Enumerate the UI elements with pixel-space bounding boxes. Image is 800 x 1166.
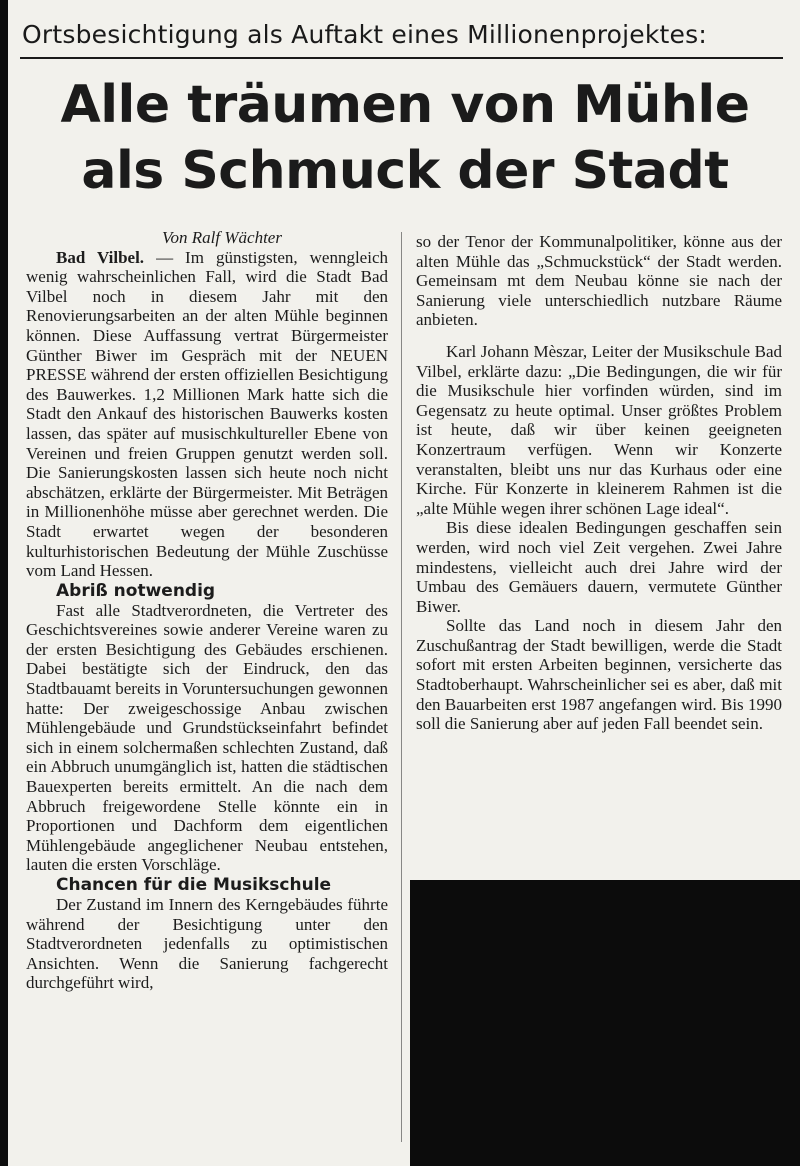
paragraph-4: so der Tenor der Kommunalpolitiker, könne aus der alten Mühle das „Schmuckstück“ der Stadt werden. Gemeinsam mt dem Neubau könne sie nach der Sanierung viele unterschiedlich nutzbare Räume anbieten. xyxy=(416,232,782,330)
lead-text: — Im günstigsten, wenngleich wenig wahrscheinlichen Fall, wird die Stadt Bad Vilbel noch in diesem Jahr mit den Renovierungsarbeiten an der alten Mühle beginnen können. Diese Auffassung vertrat Bürgermeister Günther Biwer im Gespräch mit der NEUEN PRESSE während der ersten offiziellen Besichtigung des Bauwerkes. 1,2 Millionen Mark hatte sich die Stadt den Ankauf des historischen Bauwerks kosten lassen, das später auf musischkultureller Ebene von Vereinen und freien Gruppen genutzt werden soll. Die Sanierungskosten lassen sich heute noch nicht abschätzen, erklärte der Bürgermeister. Mit Beträgen in Millionenhöhe müsse aber gerechnet werden. Die Stadt erwartet wegen der besonderen kulturhistorischen Bedeutung der Mühle Zuschüsse vom Land Hessen. xyxy=(26,247,388,581)
headline-line-2: als Schmuck der Stadt xyxy=(81,141,729,201)
kicker-rule xyxy=(20,57,783,59)
paragraph-5: Karl Johann Mèszar, Leiter der Musikschule Bad Vilbel, erklärte dazu: „Die Bedingungen, die wir für die Musikschule hier vorfinden würden, sind im Gegensatz zu heute optimal. Unser größtes Problem ist heute, daß wir über keinen geeigneten Konzertraum verfügen. Wenn wir Konzerte veranstalten, bleibt uns nur das Kurhaus oder eine Kirche. Für Konzerte in kleinerem Rahmen ist die „alte Mühle wegen ihrer schönen Lage ideal“. xyxy=(416,341,782,518)
headline-line-1: Alle träumen von Mühle xyxy=(60,75,750,135)
paragraph-gap xyxy=(416,330,782,342)
blank-background-area xyxy=(410,880,800,1166)
lead-paragraph xyxy=(26,248,388,581)
headline xyxy=(20,72,790,204)
dateline: Bad Vilbel. xyxy=(56,247,145,267)
kicker-line: Ortsbesichtigung als Auftakt eines Millionenprojektes: xyxy=(22,20,707,49)
left-column xyxy=(26,228,388,993)
subhead-musikschule: Chancen für die Musikschule xyxy=(56,875,332,895)
paragraph-3: Der Zustand im Innern des Kerngebäudes führte während der Besichtigung unter den Stadtverordneten jedenfalls zu optimistischen Ansichten. Wenn die Sanierung fachgerecht durchgeführt wird, xyxy=(26,895,388,993)
column-divider xyxy=(401,232,402,1142)
right-column xyxy=(416,232,782,734)
paragraph-7: Sollte das Land noch in diesem Jahr den Zuschußantrag der Stadt bewilligen, werde die Stadt sofort mit ersten Arbeiten beginnen, versicherte das Stadtoberhaupt. Wahrscheinlicher sei es aber, daß mit den Bauarbeiten erst 1987 angefangen wird. Bis 1990 soll die Sanierung aber auf jeden Fall beendet sein. xyxy=(416,616,782,734)
subhead-abriss: Abriß notwendig xyxy=(56,580,216,601)
paragraph-6: Bis diese idealen Bedingungen geschaffen sein werden, wird noch viel Zeit vergehen. Zwei Jahre mindestens, vielleicht auch drei Jahre wird der Umbau des Gemäuers dauern, vermutete Günther Biwer. xyxy=(416,518,782,616)
paragraph-2: Fast alle Stadtverordneten, die Vertreter des Geschichtsvereines sowie anderer Vereine waren zu der ersten Besichtigung des Gebäudes erschienen. Dabei bestätigte sich der Eindruck, den das Stadtbauamt bereits in Voruntersuchungen gewonnen hatte: Der zweigeschossige Anbau zwischen Mühlengebäude und Grundstückseinfahrt befindet sich in einem solchermaßen schlechten Zustand, daß ein Abbruch unumgänglich ist, hatten die städtischen Bauexperten bereits ermittelt. An die nach dem Abbruch freigewordene Stelle könnte ein in Proportionen und Dachform dem eigentlichen Mühlengebäude angeglichener Neubau entstehen, lauten die ersten Vorschläge. xyxy=(26,600,388,875)
byline: Von Ralf Wächter xyxy=(162,228,282,247)
